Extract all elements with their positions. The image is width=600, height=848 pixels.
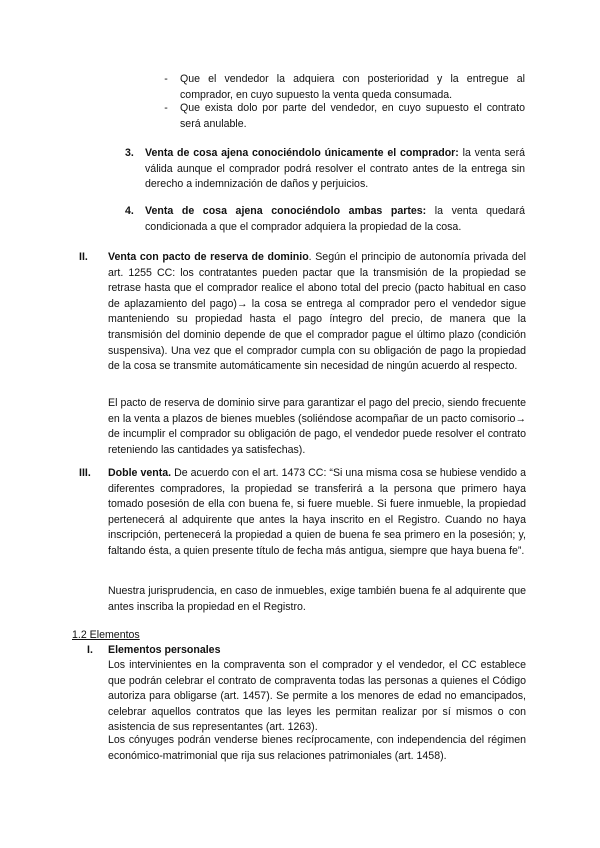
paragraph: El pacto de reserva de dominio sirve para garantizar el pago del precio, siendo frecuente en la venta a plazos de bienes muebles (soliéndose acompañar de un pacto comisorio→ de incumplir el comprador su obligación de pago, el vendedor puede resolver el contrato reteniendo las cantidades ya satisfechas). <box>108 397 526 456</box>
bullet-item: Que exista dolo por parte del vendedor, en cuyo supuesto el contrato será anulable. <box>180 102 525 130</box>
bullet-item: Que el vendedor la adquiera con posterioridad y la entregue al comprador, en cuyo supuesto la venta queda consumada. <box>180 73 525 101</box>
roman-item-title: Doble venta. <box>108 467 172 479</box>
numbered-item <box>145 146 525 193</box>
paragraph: Los cónyuges podrán venderse bienes recíprocamente, con independencia del régimen económico-matrimonial que rija sus relaciones patrimoniales (art. 1458). <box>108 734 526 762</box>
bullet-dash: - <box>164 102 168 114</box>
roman-item-text: . Según el principio de autonomía privada del art. 1255 CC: los contratantes pueden pactar que la transmisión de la propiedad se retrase hasta que el comprador realice el abono total del precio (pacto habitual en caso de aplazamiento del pago)→ la cosa se entrega al comprador pero el vendedor sigue manteniendo su propiedad hasta el pago íntegro del precio, de manera que la transmisión del dominio depende de que el comprador pague el último plazo (condición suspensiva). Una vez que el comprador cumpla con su obligación de pago la propiedad de la cosa se transmite automáticamente sin necesidad de ningún acuerdo al respecto. <box>108 251 526 373</box>
numbered-item-text: la venta será válida aunque el comprador podrá resolver el contrato antes de la entrega sin derecho a indemnización de daños y perjuicios. <box>145 147 525 191</box>
list-number: 3. <box>125 147 134 159</box>
roman-item <box>108 250 526 375</box>
numbered-item-title: Venta de cosa ajena conociéndolo únicamente el comprador: <box>145 147 459 159</box>
paragraph: Los intervinientes en la compraventa son el comprador y el vendedor, el CC establece que podrán celebrar el contrato de compraventa todas las personas a quienes el Código autoriza para obligarse (art. 1457). Se permite a los menores de edad no emancipados, celebrar aquellos contratos que las leyes les permitan realizar por sí mismos o con asistencia de sus representantes (art. 1263). <box>108 659 526 734</box>
roman-item <box>108 466 526 560</box>
section-heading: 1.2 Elementos <box>72 629 140 641</box>
numbered-item-text: la venta quedará condicionada a que el comprador adquiera la propiedad de la cosa. <box>145 205 525 233</box>
numbered-item <box>145 204 525 235</box>
paragraph: Nuestra jurisprudencia, en caso de inmuebles, exige también buena fe al adquirente que antes inscriba la propiedad en el Registro. <box>108 585 526 613</box>
roman-number: II. <box>79 251 88 263</box>
roman-item-title: Venta con pacto de reserva de dominio <box>108 251 309 263</box>
bullet-dash: - <box>164 73 168 85</box>
roman-item-text: De acuerdo con el art. 1473 CC: “Si una misma cosa se hubiese vendido a diferentes compradores, la propiedad se transferirá a la persona que primero haya tomado posesión de ella con buena fe, si fuere mueble. Si fuere inmueble, la propiedad pertenecerá al adquirente que antes la haya inscrito en el Registro. Cuando no haya inscripción, pertenecerá la propiedad a quien de buena fe sea primero en la posesión; y, faltando ésta, a quien presente título de fecha más antigua, siempre que haya buena fe”. <box>108 467 526 557</box>
roman-number: III. <box>79 467 91 479</box>
subsection-title: Elementos personales <box>108 644 221 656</box>
roman-number: I. <box>87 644 93 656</box>
list-number: 4. <box>125 205 134 217</box>
numbered-item-title: Venta de cosa ajena conociéndolo ambas partes: <box>145 205 427 217</box>
